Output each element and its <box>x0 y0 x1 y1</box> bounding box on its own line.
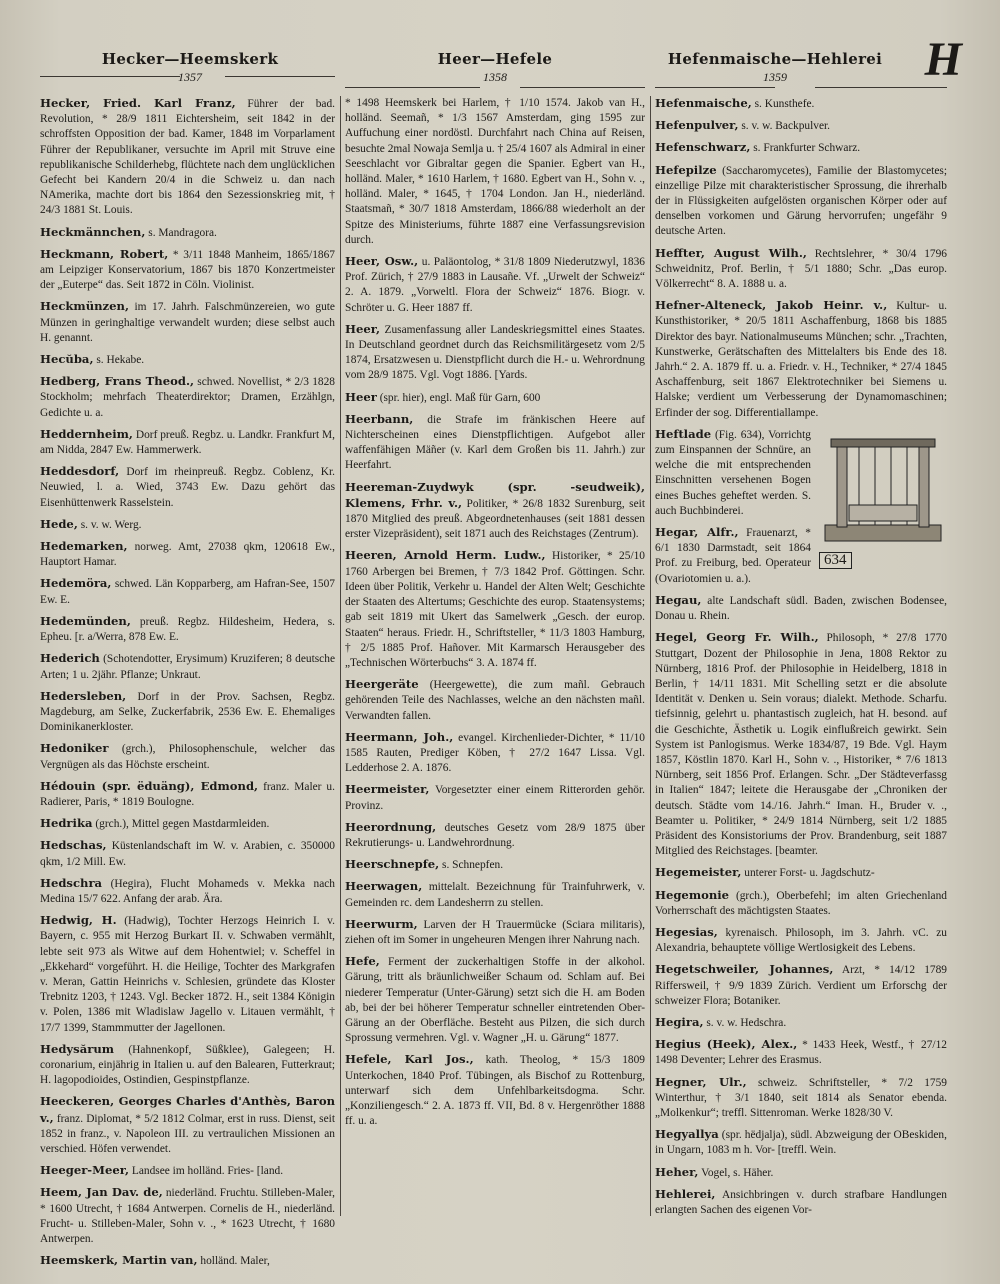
entry-text: s. Schnepfen. <box>442 859 504 872</box>
dictionary-entry <box>655 1037 947 1068</box>
entry-text: * 3/11 1848 Manheim, 1865/1867 am Leipziger Konservatorium, 1867 bis 1870 Konzertmeister der „Euterpe“ das. Seit 1872 in Cöln. Violinist. <box>40 248 335 292</box>
dictionary-entry <box>345 879 645 910</box>
entry-text: Dorf im rheinpreuß. Regbz. Coblenz, Kr. Neuwied, l. a. Wied, 3743 Ew. Dazu gehört das Eisenhüttenwerk Rasselstein. <box>40 466 335 509</box>
dictionary-entry <box>345 480 645 543</box>
entry-headword: Heerschnepfe, <box>345 857 440 872</box>
dictionary-entry <box>40 838 335 869</box>
dictionary-entry <box>345 782 645 813</box>
dictionary-entry <box>345 390 645 406</box>
dictionary-entry <box>655 1075 947 1122</box>
entry-headword: Heeckeren, Georges Charles d'Anthès, Baron v., <box>40 1094 335 1125</box>
entry-text: Zusamenfassung aller Landeskriegsmittel eines Staates. In Deutschland geordnet durch das Reichsmilitärgesetz vom 2/5 1874, Ersatzwesen u. Dienstpflicht durch die H.- u. Wehrordnung vom 28/9 1875. Vgl. Vogt 1886. [Yards. <box>345 323 645 382</box>
entry-text: Kultur- u. Kunsthistoriker, * 20/5 1811 Aschaffenburg, 1868 bis 1885 Direktor des bayr. Nationalmuseums München; schr. „Trachten, Kunstwerke, Gerätschaften des Mittelalters bis Ende des 18. Jahrh.“ 2. A. 1879 ff. u. a. Friedr. v. H., Techniker, * 27/4 1845 Aschaffenburg, seit 1867 Elektrotechniker bei Siemens u. Halske; verdient um Verbesserung der Dynamomaschinen; Erfinder der sog. Differentiallampe. <box>655 300 947 419</box>
entry-text: mittelalt. Bezeichnung für Trainfuhrwerk, v. Gemeinden rc. dem Landesherrn zu stellen. <box>345 881 645 909</box>
entry-text: s. Kunsthefe. <box>754 98 815 110</box>
dictionary-entry <box>40 517 335 533</box>
entry-text: * 1433 Heek, Westf., † 27/12 1498 Deventer; Lehrer des Erasmus. <box>655 1039 947 1067</box>
entry-headword: Heerbann, <box>345 411 414 426</box>
entry-headword: Heftlade <box>655 426 712 441</box>
entry-headword: Hefe, <box>345 954 380 969</box>
entry-text: (grch.), Mittel gegen Mastdarmleiden. <box>95 818 270 831</box>
entry-headword: Hedwig, H. <box>40 913 117 928</box>
figure-number: 634 <box>819 552 852 569</box>
entry-text: (Schotendotter, Erysimum) Kruziferen; 8 deutsche Arten; 1 u. 2jähr. Pflanze; Unkraut. <box>40 653 335 681</box>
dictionary-entry <box>345 322 645 384</box>
entry-text: (grch.), Oberbefehl; im alten Griechenland Vorherrschaft des mächtigsten Staates. <box>655 889 947 917</box>
dictionary-entry <box>655 865 947 881</box>
header-rule <box>345 87 480 88</box>
entry-headword: Heddernheim, <box>40 426 133 441</box>
entry-text: (spr. hëdjalja), südl. Abzweigung der OBeskiden, in Ungarn, 1083 m h. Vor- [treffl. Wein. <box>655 1129 947 1157</box>
entry-text: s. Hekabe. <box>96 354 145 367</box>
dictionary-entry <box>655 246 947 293</box>
entry-text: im 17. Jahrh. Falschmünzereien, wo gute Münzen in geringhaltige verwandelt wurden; diese selbst auch H. genannt. <box>40 301 335 344</box>
header-rule <box>225 76 335 77</box>
entry-headword: Hedersleben, <box>40 688 127 703</box>
entry-text: (Fig. 634), Vorrichtg zum Einspannen der Schnüre, an welche die mit entsprechenden Einschnitten versehenen Bogen eines Buches geheftet werden. S. auch Buchbinderei. <box>655 428 811 517</box>
entry-headword: Hegemeister, <box>655 865 742 880</box>
entry-headword: Hedberg, Frans Theod., <box>40 374 195 389</box>
dictionary-entry <box>40 299 335 346</box>
entry-text: alte Landschaft südl. Baden, zwischen Bodensee, Donau u. Rhein. <box>655 594 947 623</box>
entry-text: Dorf preuß. Regbz. u. Landkr. Frankfurt M, am Nidda, 2847 Ew. Hammerwerk. <box>40 428 335 457</box>
entry-headword: Hefenschwarz, <box>655 140 751 155</box>
entry-headword: Hefner-Alteneck, Jakob Heinr. v., <box>655 298 888 313</box>
sewing-frame-illustration <box>819 429 947 553</box>
entry-headword: Hegyallya <box>655 1127 719 1142</box>
entry-text: Arzt, * 14/12 1789 Riffersweil, † 9/9 1839 Zürich. Verdient um Erforschg der schweizer Flora; Botaniker. <box>655 964 947 1007</box>
dictionary-entry <box>40 651 335 682</box>
entry-headword: Heher, <box>655 1164 699 1179</box>
entry-text: holländ. Maler, <box>200 1255 270 1268</box>
entry-text: (grch.), Philosophenschule, welcher das Vergnügen als das Höchste erscheint. <box>40 743 335 771</box>
entry-headword: Hecker, Fried. Karl Franz, <box>40 96 236 110</box>
middle-running-title: Heer—Hefele <box>437 50 553 68</box>
entry-headword: Hegau, <box>655 592 702 607</box>
entry-headword: Heerwurm, <box>345 916 418 931</box>
dictionary-entry <box>40 96 335 219</box>
entry-headword: Hegetschweiler, Johannes, <box>655 962 834 977</box>
entry-text: Larven der H Trauermücke (Sciara militaris), ziehen oft im Somer in ungeheuren Mengen ihrer Nahrung nach. <box>345 918 645 946</box>
entry-headword: Heeren, Arnold Herm. Ludw., <box>345 548 546 563</box>
dictionary-entry <box>655 163 947 240</box>
entry-text: Dorf in der Prov. Sachsen, Regbz. Magdeburg, am Selke, Zuckerfabrik, 2536 Ew. E. Ehemaliges Dominikanerkloster. <box>40 690 335 734</box>
entry-headword: Hedrika <box>40 816 93 831</box>
entry-headword: Hefepilze <box>655 162 717 177</box>
entry-text: Rechtslehrer, * 30/4 1796 Schweidnitz, Prof. Berlin, † 5/1 1880; Schr. „Das europ. Völkerrecht“ 8. A. 1888 u. a. <box>655 247 947 291</box>
dictionary-entry <box>345 96 645 248</box>
entry-text: franz. Maler u. Radierer, Paris, * 1819 Boulogne. <box>40 780 335 808</box>
entry-headword: Heemskerk, Martin van, <box>40 1253 198 1268</box>
entry-text: franz. Diplomat, * 5/2 1812 Colmar, erst in russ. Dienst, seit 1852 in franz., v. Napoleon III. zu vertraulichen Missionen an verschied. Höfen verwendet. <box>40 1112 335 1155</box>
entry-headword: Hecŭba, <box>40 352 94 367</box>
entry-text: Küstenlandschaft im W. v. Arabien, c. 350000 qkm, 1/2 Mill. Ew. <box>40 840 335 868</box>
entry-headword: Hegar, Alfr., <box>655 525 739 540</box>
entry-headword: Heckmann, Robert, <box>40 246 169 261</box>
dictionary-entry <box>345 1052 645 1129</box>
section-letter: H <box>924 33 962 86</box>
dictionary-entry <box>655 630 947 859</box>
entry-headword: Hedschra <box>40 875 103 890</box>
dictionary-entry <box>40 225 335 241</box>
dictionary-entry <box>40 1094 335 1157</box>
dictionary-entry <box>655 96 947 112</box>
entry-headword: Hegesias, <box>655 924 718 939</box>
middle-page-number: 1358 <box>483 70 507 84</box>
entry-text: Ansichbringen v. durch strafbare Handlungen erlangten Sachen des eigenen Vor- <box>655 1188 947 1216</box>
right-running-title: Hefenmaische—Hehlerei <box>667 50 883 68</box>
dictionary-entry <box>40 689 335 736</box>
dictionary-entry <box>40 1253 335 1269</box>
entry-text: unterer Forst- u. Jagdschutz- <box>744 867 875 880</box>
entry-text: schwed. Novellist, * 2/3 1828 Stockholm; mehrfach Theaterdirektor; Dramen, Erzählgn, Gedichte u. a. <box>40 376 335 419</box>
dictionary-entry <box>655 888 947 919</box>
dictionary-entry <box>345 917 645 948</box>
dictionary-entry <box>655 118 947 134</box>
entry-text: (Saccharomycetes), Familie der Blastomycetes; einzellige Pilze mit charakteristischer Sprossung, die ihrerhalb der in Flüssigkeiten aufgelösten organischen Körper oder auf denselben vorkomen und Gärung hervorrufen; ungefähr 9 deutsche Arten. <box>655 164 947 238</box>
entry-headword: Hedemarken, <box>40 539 128 554</box>
middle-column <box>345 96 645 1246</box>
entry-text: s. Frankfurter Schwarz. <box>753 142 861 155</box>
right-page-number: 1359 <box>763 70 787 84</box>
entry-text: (Hegira), Flucht Mohameds v. Mekka nach Medina 15/7 622. Anfang der arab. Ära. <box>40 877 336 905</box>
entry-text: (spr. hier), engl. Maß für Garn, 600 <box>379 391 541 404</box>
dictionary-entry <box>655 1015 947 1031</box>
left-column-header <box>40 50 340 85</box>
dictionary-entry <box>40 1042 335 1089</box>
entry-text: niederländ. Fruchtu. Stilleben-Maler, * 1600 Utrecht, † 1684 Antwerpen. Cornelis de H., niederländ. Frucht- u. Stilleben-Maler, Sohn v. ., * 1623 Utrecht, † 1680 Antwerpen. <box>40 1187 335 1245</box>
entry-headword: Heem, Jan Dav. de, <box>40 1185 163 1200</box>
column-divider <box>340 96 341 1216</box>
entry-text: norweg. Amt, 27038 qkm, 120618 Ew., Hauptort Hamar. <box>40 541 335 569</box>
entry-headword: Hegner, Ulr., <box>655 1074 747 1089</box>
entry-headword: Hefele, Karl Jos., <box>345 1052 474 1067</box>
entry-text: (Hadwig), Tochter Herzogs Heinrich I. v. Bayern, c. 955 mit Herzog Burkart II. v. Schwaben vermählt, lebte seit 973 als Witwe auf dem Hohentwiel; v. Scheffel in „Ekkehard“ vorgeführt. H. die Heilige, Tochter des Markgrafen v. Meran, Gattin Heinrichs v. Schlesien, gründete das Kloster Trebnitz 1203, † 1243. Vgl. Becker 1872. H., seit 1384 Königin v. Polen, 1386 mit Wladislaw Jagello v. Litauen vermählt, † 17/7 1399, Stammmutter der Jagellonen. <box>40 915 335 1034</box>
dictionary-entry <box>40 779 335 810</box>
left-running-title: Hecker—Heemskerk <box>101 50 279 68</box>
entry-text: Politiker, * 26/8 1832 Surenburg, seit 1870 Mitglied des preuß. Abgeordnetenhauses (seit 1881 dessen erster Vizepräsident), seit 1871 auch des Reichstages (Zentrum). <box>345 497 645 541</box>
entry-headword: Hehlerei, <box>655 1186 716 1201</box>
entry-text: schwed. Län Kopparberg, am Hafran-See, 1507 Ew. E. <box>40 578 335 606</box>
entry-headword: Hédouin (spr. ëduäng), Edmond, <box>40 778 259 793</box>
entry-headword: Hedschas, <box>40 838 107 853</box>
dictionary-entry <box>40 576 335 607</box>
dictionary-entry <box>40 876 335 907</box>
entry-headword: Hefenmaische, <box>655 96 752 110</box>
dictionary-entry <box>655 1127 947 1158</box>
entry-text: (Heergewette), die zum mañl. Gebrauch gehörenden Teile des Nachlasses, welche an den nächsten mañl. Verwandten fallen. <box>345 679 645 722</box>
middle-column-header <box>345 50 645 85</box>
dictionary-entry <box>40 1185 335 1247</box>
left-column <box>40 96 336 1268</box>
entry-headword: Hefenpulver, <box>655 118 739 133</box>
dictionary-entry <box>655 925 947 956</box>
entry-text: kath. Theolog, * 15/3 1809 Unterkochen, 1840 Prof. Tübingen, als Bischof zu Rottenburg, unterwarf sich dem Unfehlbarkeitsdogma. Schr. „Konziliengesch.“ 2. A. 1873 ff. VII, Bd. 8 v. Hergenröther 1888 ff. u. a. <box>345 1054 645 1128</box>
entry-headword: Heergeräte <box>345 677 419 692</box>
right-column <box>655 96 947 1246</box>
entry-headword: Heeger-Meer, <box>40 1163 129 1178</box>
entry-text: deutsches Gesetz vom 28/9 1875 über Rekrutierungs- u. Landwehrordnung. <box>345 821 645 849</box>
entry-headword: Heddesdorf, <box>40 464 120 479</box>
dictionary-entry <box>40 374 335 421</box>
entry-headword: Heerordnung, <box>345 819 437 834</box>
entry-text: Ferment der zuckerhaltigen Stoffe in der alkohol. Gärung, tritt als bräunlichweißer Schaum od. Schlam auf. Bei niederer Temperatur (Unter-Gärung) setzt sich die H. am Boden ab, bei der bei höherer Temperatur schneller eintretenden Ober-Gärung an der Oberfläche. Besteht aus Pilzen, die sich durch Sprossung vermehren. Vgl. v. Wagner „H. u. Gärung“ 1877. <box>345 956 645 1045</box>
entry-text: (Hahnenkopf, Süßklee), Galegeen; H. coronarium, einjährig in Italien u. auf den Balearen, Futterkraut; H. lagopodioides, Ostindien, Gespinstpflanze. <box>40 1043 335 1087</box>
dictionary-entry <box>345 820 645 851</box>
header-rule <box>520 87 645 88</box>
entry-headword: Heer, Osw., <box>345 254 419 269</box>
dictionary-entry <box>40 539 335 570</box>
dictionary-entry <box>655 140 947 156</box>
entry-headword: Hegel, Georg Fr. Wilh., <box>655 630 819 645</box>
dictionary-entry <box>40 614 335 645</box>
dictionary-entry <box>655 298 947 421</box>
entry-headword: Heckmännchen, <box>40 224 146 239</box>
entry-headword: Heer <box>345 389 377 404</box>
entry-headword: Heerwagen, <box>345 879 423 894</box>
entry-headword: Heermann, Joh., <box>345 729 454 744</box>
entry-text: die Strafe im fränkischen Heere auf Nichterscheinen eines Dienstpflichtigen. Aufgebot aller waffenfähigen Mäñer (v. Karl dem Großen bis 11. Jahrh.) zur Heerfahrt. <box>345 413 645 472</box>
dictionary-entry <box>345 677 645 724</box>
entry-text: s. v. w. Backpulver. <box>741 120 831 133</box>
figure <box>819 429 947 569</box>
dictionary-entry <box>345 412 645 474</box>
dictionary-entry <box>40 352 335 368</box>
entry-headword: Hedysărum <box>40 1041 115 1056</box>
entry-headword: Heereman-Zuydwyk (spr. -seudweik), Klemens, Frhr. v., <box>345 479 645 510</box>
entry-text: Landsee im holländ. Fries- [land. <box>131 1165 284 1178</box>
dictionary-entry <box>40 741 335 772</box>
dictionary-entry <box>345 730 645 777</box>
dictionary-entry <box>655 593 947 624</box>
dictionary-entry <box>40 427 335 458</box>
entry-text: s. v. w. Hedschra. <box>706 1016 787 1029</box>
entry-text: schweiz. Schriftsteller, * 7/2 1759 Winterthur, † 3/1 1840, seit 1814 als Senator ebenda. „Molkenkur“; treffl. Sittenroman. Werke 1828/30 V. <box>655 1076 947 1119</box>
entry-text: kyrenaisch. Philosoph, im 3. Jahrh. vC. zu Alexandria, behauptete völlige Wertlosigkeit des Lebens. <box>655 926 947 955</box>
dictionary-entry <box>40 247 335 294</box>
entry-headword: Hegemonie <box>655 887 730 902</box>
entry-headword: Hegius (Heek), Alex., <box>655 1037 798 1052</box>
entry-headword: Heer, <box>345 321 381 336</box>
dictionary-entry <box>345 954 645 1046</box>
header-rule <box>40 76 180 77</box>
entry-headword: Heckmünzen, <box>40 299 129 314</box>
dictionary-entry <box>40 1163 335 1179</box>
left-page-number: 1357 <box>178 70 202 84</box>
entry-text: s. Mandragora. <box>148 226 217 239</box>
dictionary-entry <box>345 548 645 671</box>
entry-headword: Hede, <box>40 516 78 531</box>
entry-text: u. Paläontolog, * 31/8 1809 Niederutzwyl, 1836 Prof. Zürich, † 27/9 1883 in Lausañe. Vf. „Urwelt der Schweiz“ 2. A. 1879. „Vorweltl. Flora der Schweiz“ 1876. Biogr. v. Schröter u. G. Heer 1887 ff. <box>345 256 645 314</box>
dictionary-entry <box>345 857 645 873</box>
entry-text: evangel. Kirchenlieder-Dichter, * 11/10 1585 Rauten, Prediger Köben, † 27/2 1647 Lissa. Vgl. Ledderhose 2. A. 1876. <box>345 731 645 775</box>
entry-headword: Hegira, <box>655 1014 704 1029</box>
entry-headword: Hedoniker <box>40 741 109 756</box>
entry-headword: Heffter, August Wilh., <box>655 245 807 260</box>
dictionary-entry <box>655 962 947 1009</box>
header-rule <box>655 87 775 88</box>
dictionary-entry <box>40 816 335 832</box>
entry-text: * 1498 Heemskerk bei Harlem, † 1/10 1574. Jakob van H., holländ. Seemañ, * 1/3 1567 Amsterdam, ging 1595 zur Auffuchung einer nordöstl. Durchfahrt nach China auf Reisen, besuchte 2mal Nowaja Semlja u. † 25/4 1607 als Admiral in einer Seeschlacht vor Gibraltar gegen die Spanier. Egbert van H., holländ. Maler, * 1610 Harlem, † 1680. Egbert van H., Sohn v. ., holländ. Maler, * 1645, † 1704 London. Jan H., niederländ. Staatsmañ, * 30/7 1818 Amsterdam, 1866/88 wiederholt an der Spitze des Ministeriums, führte 1887 eine Verfassungsrevision durch. <box>345 97 645 246</box>
entry-text: Philosoph, * 27/8 1770 Stuttgart, Dozent der Philosophie in Jena, 1808 Rektor zu Nürnberg, 1816 Prof. der Philosophie in Heidelberg, 1818 in Berlin, † 14/11 1831. Mit Schelling setzt er die absolute Identität v. Denken u. Sein voraus; dialekt. Methode. Scharfu. tiefsinnig, gelehrt u. phantastisch zugleich, hat H. besond. auf die Geschichte, Ästhetik u. Logik einflußreich gewirkt. Sein System ist Panlogismus. Werke 1834/87, 19 Bde. Vgl. Haym 1857, Köstlin 1870. Karl H., Sohn v. ., Historiker, * 7/6 1813 Nürnberg, seit 1856 Prof. Erlangen. Schr. „Der Städteverfassg in Italien“ 1847; leitete die Herausgabe der „Chroniken der deutsch. Städte vom 14./16. Jahrh.“ Iman. H., Bruder v. ., Beamter u. Politiker, * 24/9 1814 Nürnberg, seit 1/2 1885 Präsident des Konsistoriums der Prov. Brandenburg, seit 1887 Mitglied des Reichstages. [beamter. <box>655 632 947 858</box>
dictionary-entry <box>40 913 335 1036</box>
entry-text: Historiker, * 25/10 1760 Arbergen bei Bremen, † 7/3 1842 Prof. Göttingen. Schr. Ideen über Politik, Verkehr u. Handel der Alten Welt; Geschichte der Staaten des Altertums; Geschichte des europ. Staatensystems; gab seit 1819 mit Ukert das Samelwerk „Gesch. der europ. Staaten“ heraus. Friedr. H., Schriftsteller, * 11/3 1803 Hamburg, † 2/5 1885 Prof. Hañover. Mit Karmarsch Herausgeber des „Technischen Wörterbuchs“ 3. A. 1874 ff. <box>345 550 646 669</box>
entry-text: Vogel, s. Häher. <box>701 1166 774 1179</box>
entry-text: preuß. Regbz. Hildesheim, Hedera, s. Epheu. [r. a/Werra, 878 Ew. E. <box>40 615 335 644</box>
entry-headword: Heermeister, <box>345 782 430 797</box>
header-rule <box>815 87 947 88</box>
dictionary-entry <box>655 1165 947 1181</box>
dictionary-entry <box>40 464 335 511</box>
page-header <box>0 50 1000 92</box>
column-divider <box>650 96 651 1216</box>
entry-headword: Hederich <box>40 651 100 666</box>
entry-text: Vorgesetzter einer einem Ritterorden gehör. Provinz. <box>345 784 645 812</box>
entry-text: Frauenarzt, * 6/1 1830 Darmstadt, seit 1864 Prof. zu Freiburg, bed. Operateur (Ovariotomien u. a.). <box>655 527 811 585</box>
entry-text: s. v. w. Werg. <box>80 518 142 531</box>
dictionary-entry <box>345 254 645 316</box>
entry-text: Führer der bad. Revolution, * 28/9 1811 Eichtersheim, seit 1842 in der schroffsten Opposition der bad. Kamer, 1848 im Vorparlament Führer der Republikaner, versuchte im April mit Struve eine republikanische Schilderhebg, flüchtete nach dem unglücklichen Gefecht bei Kandern 20/4 in die Schweiz u. dan nach NAmerika, machte dort bis 1864 den Sezessionskrieg mit, † 24/3 1881 St. Louis. <box>40 98 335 217</box>
dictionary-entry <box>655 1187 947 1218</box>
entry-headword: Hedemöra, <box>40 576 112 591</box>
entry-headword: Hedemünden, <box>40 613 131 628</box>
right-column-header <box>655 50 895 85</box>
